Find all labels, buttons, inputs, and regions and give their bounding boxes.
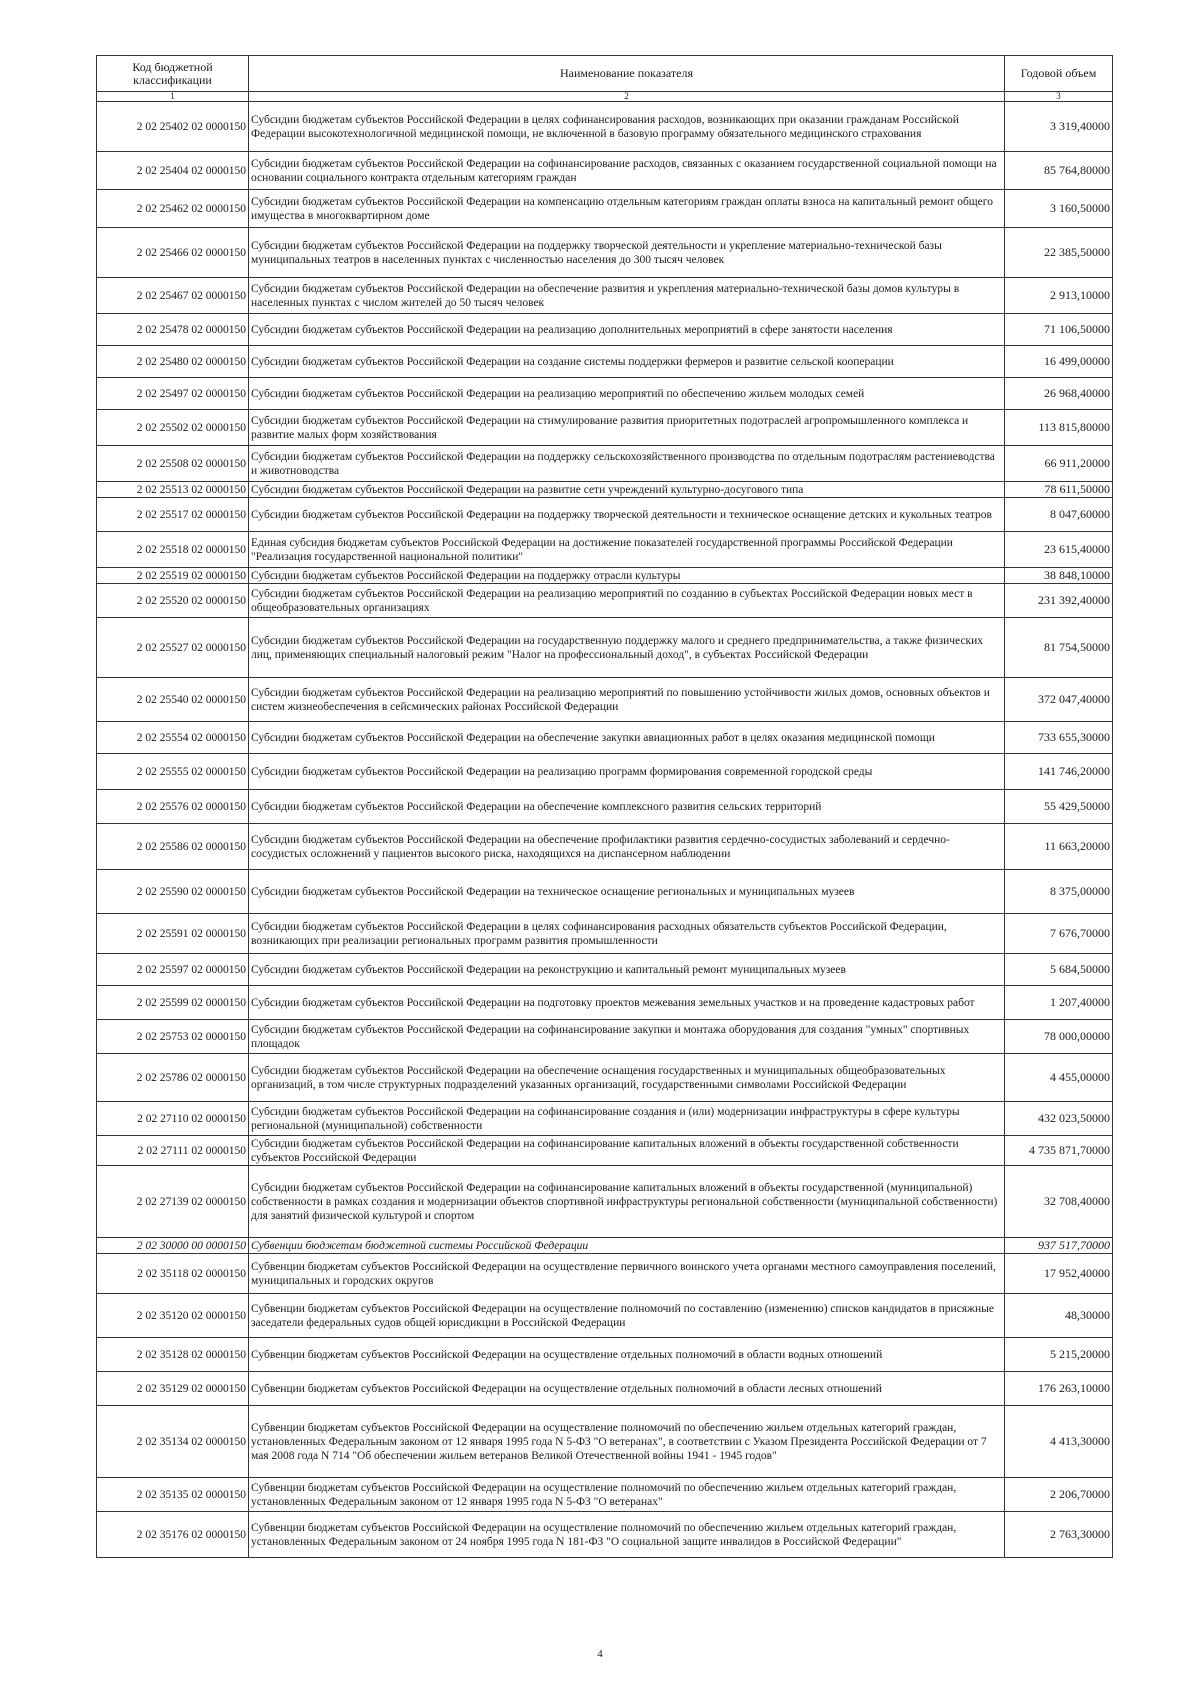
code-cell: 2 02 25520 02 0000150	[97, 584, 249, 618]
table-row	[97, 722, 1113, 754]
table-row	[97, 314, 1113, 346]
name-cell: Субвенции бюджетам субъектов Российской Федерации на осуществление полномочий по обеспечению жильем отдельных категорий граждан, установленных Федеральным законом от 12 января 1995 года N 5-ФЗ "О ветеранах"	[249, 1478, 1005, 1512]
table-row	[97, 584, 1113, 618]
value-cell: 32 708,40000	[1005, 1166, 1113, 1238]
value-cell: 17 952,40000	[1005, 1254, 1113, 1294]
code-cell: 2 02 25517 02 0000150	[97, 498, 249, 532]
name-cell: Субсидии бюджетам субъектов Российской Федерации на поддержку отрасли культуры	[249, 568, 1005, 584]
value-cell: 8 047,60000	[1005, 498, 1113, 532]
code-cell: 2 02 25786 02 0000150	[97, 1054, 249, 1102]
code-cell: 2 02 27110 02 0000150	[97, 1102, 249, 1136]
code-cell: 2 02 35120 02 0000150	[97, 1294, 249, 1338]
value-cell: 2 206,70000	[1005, 1478, 1113, 1512]
table-body	[97, 102, 1113, 1558]
name-cell: Субсидии бюджетам субъектов Российской Федерации на софинансирование расходов, связанных с оказанием государственной социальной помощи на основании социального контракта отдельным категориям граждан	[249, 152, 1005, 190]
name-cell: Субсидии бюджетам субъектов Российской Федерации на создание системы поддержки фермеров и развитие сельской кооперации	[249, 346, 1005, 378]
value-cell: 4 455,00000	[1005, 1054, 1113, 1102]
value-cell: 38 848,10000	[1005, 568, 1113, 584]
value-cell: 4 735 871,70000	[1005, 1136, 1113, 1166]
table-row	[97, 1512, 1113, 1558]
code-cell: 2 02 25554 02 0000150	[97, 722, 249, 754]
table-row	[97, 410, 1113, 446]
table-row	[97, 1338, 1113, 1372]
code-cell: 2 02 25590 02 0000150	[97, 870, 249, 914]
table-row	[97, 532, 1113, 568]
table-row	[97, 498, 1113, 532]
value-cell: 2 763,30000	[1005, 1512, 1113, 1558]
name-cell: Субсидии бюджетам субъектов Российской Федерации на реконструкцию и капитальный ремонт муниципальных музеев	[249, 954, 1005, 986]
table-row	[97, 790, 1113, 824]
name-cell: Субсидии бюджетам субъектов Российской Федерации на реализацию мероприятий по созданию в субъектах Российской Федерации новых мест в общеобразовательных организациях	[249, 584, 1005, 618]
name-cell: Субсидии бюджетам субъектов Российской Федерации на обеспечение развития и укрепления материально-технической базы домов культуры в населенных пунктах с числом жителей до 50 тысяч человек	[249, 278, 1005, 314]
value-cell: 26 968,40000	[1005, 378, 1113, 410]
value-cell: 432 023,50000	[1005, 1102, 1113, 1136]
value-cell: 937 517,70000	[1005, 1238, 1113, 1254]
value-cell: 5 684,50000	[1005, 954, 1113, 986]
name-cell: Субсидии бюджетам субъектов Российской Федерации на стимулирование развития приоритетных подотраслей агропромышленного комплекса и развитие малых форм хозяйствования	[249, 410, 1005, 446]
code-cell: 2 02 25480 02 0000150	[97, 346, 249, 378]
value-cell: 5 215,20000	[1005, 1338, 1113, 1372]
name-cell: Субвенции бюджетам субъектов Российской Федерации на осуществление полномочий по обеспечению жильем отдельных категорий граждан, установленных Федеральным законом от 24 ноября 1995 года N 181-ФЗ "О социальной защите инвалидов в Российской Федерации"	[249, 1512, 1005, 1558]
budget-table	[96, 55, 1113, 1558]
value-cell: 3 319,40000	[1005, 102, 1113, 152]
name-cell: Субсидии бюджетам субъектов Российской Федерации на софинансирование капитальных вложений в объекты государственной собственности субъектов Российской Федерации	[249, 1136, 1005, 1166]
name-cell: Субсидии бюджетам субъектов Российской Федерации на софинансирование закупки и монтажа оборудования для создания "умных" спортивных площадок	[249, 1020, 1005, 1054]
table-row	[97, 1102, 1113, 1136]
name-cell: Субвенции бюджетам субъектов Российской Федерации на осуществление отдельных полномочий в области лесных отношений	[249, 1372, 1005, 1406]
code-cell: 2 02 27111 02 0000150	[97, 1136, 249, 1166]
value-cell: 1 207,40000	[1005, 986, 1113, 1020]
value-cell: 71 106,50000	[1005, 314, 1113, 346]
name-cell: Субсидии бюджетам субъектов Российской Федерации на поддержку творческой деятельности и укрепление материально-технической базы муниципальных театров в населенных пунктах с численностью населения до 300 тысяч человек	[249, 228, 1005, 278]
name-cell: Субсидии бюджетам субъектов Российской Федерации на реализацию дополнительных мероприятий в сфере занятости населения	[249, 314, 1005, 346]
value-cell: 4 413,30000	[1005, 1406, 1113, 1478]
code-cell: 2 02 35129 02 0000150	[97, 1372, 249, 1406]
value-cell: 78 000,00000	[1005, 1020, 1113, 1054]
table-row	[97, 228, 1113, 278]
value-cell: 7 676,70000	[1005, 914, 1113, 954]
table-row	[97, 1406, 1113, 1478]
name-cell: Субсидии бюджетам субъектов Российской Федерации на поддержку сельскохозяйственного производства по отдельным подотраслям растениеводства и животноводства	[249, 446, 1005, 482]
code-cell: 2 02 25555 02 0000150	[97, 754, 249, 790]
name-cell: Субсидии бюджетам субъектов Российской Федерации на техническое оснащение региональных и муниципальных музеев	[249, 870, 1005, 914]
code-cell: 2 02 25466 02 0000150	[97, 228, 249, 278]
name-cell: Субсидии бюджетам субъектов Российской Федерации на реализацию мероприятий по повышению устойчивости жилых домов, основных объектов и систем жизнеобеспечения в сейсмических районах Российской Федерации	[249, 678, 1005, 722]
code-cell: 2 02 25599 02 0000150	[97, 986, 249, 1020]
table-row	[97, 678, 1113, 722]
name-cell: Субвенции бюджетам бюджетной системы Российской Федерации	[249, 1238, 1005, 1254]
code-cell: 2 02 25467 02 0000150	[97, 278, 249, 314]
table-row	[97, 1166, 1113, 1238]
name-cell: Субсидии бюджетам субъектов Российской Федерации на софинансирование капитальных вложений в объекты государственной (муниципальной) собственности в рамках создания и модернизации объектов спортивной инфраструктуры региональной собственности (муниципальной собственности) для занятий физической культурой и спортом	[249, 1166, 1005, 1238]
code-cell: 2 02 35135 02 0000150	[97, 1478, 249, 1512]
name-cell: Субсидии бюджетам субъектов Российской Федерации в целях софинансирования расходов, возникающих при оказании гражданам Российской Федерации высокотехнологичной медицинской помощи, не включенной в базовую программу обязательного медицинского страхования	[249, 102, 1005, 152]
table-row	[97, 986, 1113, 1020]
table-row	[97, 446, 1113, 482]
code-cell: 2 02 35128 02 0000150	[97, 1338, 249, 1372]
code-cell: 2 02 25402 02 0000150	[97, 102, 249, 152]
code-cell: 2 02 25586 02 0000150	[97, 824, 249, 870]
code-cell: 2 02 25513 02 0000150	[97, 482, 249, 498]
header-value-col: Годовой объем	[1005, 56, 1113, 92]
table-row	[97, 1054, 1113, 1102]
value-cell: 372 047,40000	[1005, 678, 1113, 722]
code-cell: 2 02 27139 02 0000150	[97, 1166, 249, 1238]
value-cell: 113 815,80000	[1005, 410, 1113, 446]
value-cell: 8 375,00000	[1005, 870, 1113, 914]
table-row	[97, 1294, 1113, 1338]
name-cell: Субсидии бюджетам субъектов Российской Федерации на обеспечение закупки авиационных работ в целях оказания медицинской помощи	[249, 722, 1005, 754]
name-cell: Субсидии бюджетам субъектов Российской Федерации на реализацию мероприятий по обеспечению жильем молодых семей	[249, 378, 1005, 410]
name-cell: Субсидии бюджетам субъектов Российской Федерации на обеспечение комплексного развития сельских территорий	[249, 790, 1005, 824]
value-cell: 78 611,50000	[1005, 482, 1113, 498]
name-cell: Субсидии бюджетам субъектов Российской Федерации в целях софинансирования расходных обязательств субъектов Российской Федерации, возникающих при реализации региональных программ развития промышленности	[249, 914, 1005, 954]
name-cell: Субвенции бюджетам субъектов Российской Федерации на осуществление полномочий по обеспечению жильем отдельных категорий граждан, установленных Федеральным законом от 12 января 1995 года N 5-ФЗ "О ветеранах", в соответствии с Указом Президента Российской Федерации от 7 мая 2008 года N 714 "Об обеспечении жильем ветеранов Великой Отечественной войны 1941 - 1945 годов"	[249, 1406, 1005, 1478]
value-cell: 22 385,50000	[1005, 228, 1113, 278]
code-cell: 2 02 25540 02 0000150	[97, 678, 249, 722]
name-cell: Субсидии бюджетам субъектов Российской Федерации на подготовку проектов межевания земельных участков и на проведение кадастровых работ	[249, 986, 1005, 1020]
header-num-2: 2	[249, 92, 1005, 102]
value-cell: 55 429,50000	[1005, 790, 1113, 824]
table-row	[97, 754, 1113, 790]
code-cell: 2 02 35118 02 0000150	[97, 1254, 249, 1294]
value-cell: 16 499,00000	[1005, 346, 1113, 378]
value-cell: 3 160,50000	[1005, 190, 1113, 228]
table-row	[97, 1254, 1113, 1294]
code-cell: 2 02 25404 02 0000150	[97, 152, 249, 190]
code-cell: 2 02 25497 02 0000150	[97, 378, 249, 410]
name-cell: Субсидии бюджетам субъектов Российской Федерации на государственную поддержку малого и среднего предпринимательства, а также физических лиц, применяющих специальный налоговый режим "Налог на профессиональный доход", в субъектах Российской Федерации	[249, 618, 1005, 678]
value-cell: 2 913,10000	[1005, 278, 1113, 314]
name-cell: Субсидии бюджетам субъектов Российской Федерации на обеспечение оснащения государственных и муниципальных общеобразовательных организаций, в том числе структурных подразделений указанных организаций, государственными символами Российской Федерации	[249, 1054, 1005, 1102]
code-cell: 2 02 25518 02 0000150	[97, 532, 249, 568]
table-row	[97, 1020, 1113, 1054]
header-num-1: 1	[97, 92, 249, 102]
table-row	[97, 378, 1113, 410]
page-number: 4	[597, 1648, 603, 1660]
table-row	[97, 152, 1113, 190]
table-row	[97, 190, 1113, 228]
value-cell: 85 764,80000	[1005, 152, 1113, 190]
value-cell: 231 392,40000	[1005, 584, 1113, 618]
code-cell: 2 02 25753 02 0000150	[97, 1020, 249, 1054]
code-cell: 2 02 25527 02 0000150	[97, 618, 249, 678]
code-cell: 2 02 25508 02 0000150	[97, 446, 249, 482]
value-cell: 66 911,20000	[1005, 446, 1113, 482]
value-cell: 176 263,10000	[1005, 1372, 1113, 1406]
name-cell: Субвенции бюджетам субъектов Российской Федерации на осуществление отдельных полномочий в области водных отношений	[249, 1338, 1005, 1372]
name-cell: Единая субсидия бюджетам субъектов Российской Федерации на достижение показателей государственной программы Российской Федерации "Реализация государственной национальной политики"	[249, 532, 1005, 568]
table-row	[97, 346, 1113, 378]
code-cell: 2 02 25576 02 0000150	[97, 790, 249, 824]
table-row	[97, 102, 1113, 152]
code-cell: 2 02 25462 02 0000150	[97, 190, 249, 228]
name-cell: Субсидии бюджетам субъектов Российской Федерации на компенсацию отдельным категориям граждан оплаты взноса на капитальный ремонт общего имущества в многоквартирном доме	[249, 190, 1005, 228]
table-row	[97, 870, 1113, 914]
table-row	[97, 278, 1113, 314]
table-row	[97, 954, 1113, 986]
value-cell: 81 754,50000	[1005, 618, 1113, 678]
name-cell: Субсидии бюджетам субъектов Российской Федерации на реализацию программ формирования современной городской среды	[249, 754, 1005, 790]
code-cell: 2 02 30000 00 0000150	[97, 1238, 249, 1254]
code-cell: 2 02 25591 02 0000150	[97, 914, 249, 954]
value-cell: 733 655,30000	[1005, 722, 1113, 754]
name-cell: Субвенции бюджетам субъектов Российской Федерации на осуществление первичного воинского учета органами местного самоуправления поселений, муниципальных и городских округов	[249, 1254, 1005, 1294]
table-row	[97, 1136, 1113, 1166]
header-code-col: Код бюджетной классификации	[97, 56, 249, 92]
table-row	[97, 568, 1113, 584]
code-cell: 2 02 35176 02 0000150	[97, 1512, 249, 1558]
name-cell: Субсидии бюджетам субъектов Российской Федерации на поддержку творческой деятельности и техническое оснащение детских и кукольных театров	[249, 498, 1005, 532]
table-row	[97, 1478, 1113, 1512]
name-cell: Субсидии бюджетам субъектов Российской Федерации на обеспечение профилактики развития сердечно-сосудистых заболеваний и сердечно-сосудистых осложнений у пациентов высокого риска, находящихся на диспансерном наблюдении	[249, 824, 1005, 870]
name-cell: Субсидии бюджетам субъектов Российской Федерации на софинансирование создания и (или) модернизации инфраструктуры в сфере культуры региональной (муниципальной) собственности	[249, 1102, 1005, 1136]
value-cell: 48,30000	[1005, 1294, 1113, 1338]
code-cell: 2 02 25478 02 0000150	[97, 314, 249, 346]
code-cell: 2 02 25519 02 0000150	[97, 568, 249, 584]
value-cell: 23 615,40000	[1005, 532, 1113, 568]
code-cell: 2 02 25502 02 0000150	[97, 410, 249, 446]
header-name-col: Наименование показателя	[249, 56, 1005, 92]
name-cell: Субвенции бюджетам субъектов Российской Федерации на осуществление полномочий по составлению (изменению) списков кандидатов в присяжные заседатели федеральных судов общей юрисдикции в Российской Федерации	[249, 1294, 1005, 1338]
table-row	[97, 1372, 1113, 1406]
table-row	[97, 1238, 1113, 1254]
table-row	[97, 914, 1113, 954]
name-cell: Субсидии бюджетам субъектов Российской Федерации на развитие сети учреждений культурно-досугового типа	[249, 482, 1005, 498]
code-cell: 2 02 35134 02 0000150	[97, 1406, 249, 1478]
header-num-3: 3	[1005, 92, 1113, 102]
table-row	[97, 824, 1113, 870]
code-cell: 2 02 25597 02 0000150	[97, 954, 249, 986]
table-header	[97, 56, 1113, 102]
value-cell: 11 663,20000	[1005, 824, 1113, 870]
table-row	[97, 482, 1113, 498]
value-cell: 141 746,20000	[1005, 754, 1113, 790]
table-row	[97, 618, 1113, 678]
